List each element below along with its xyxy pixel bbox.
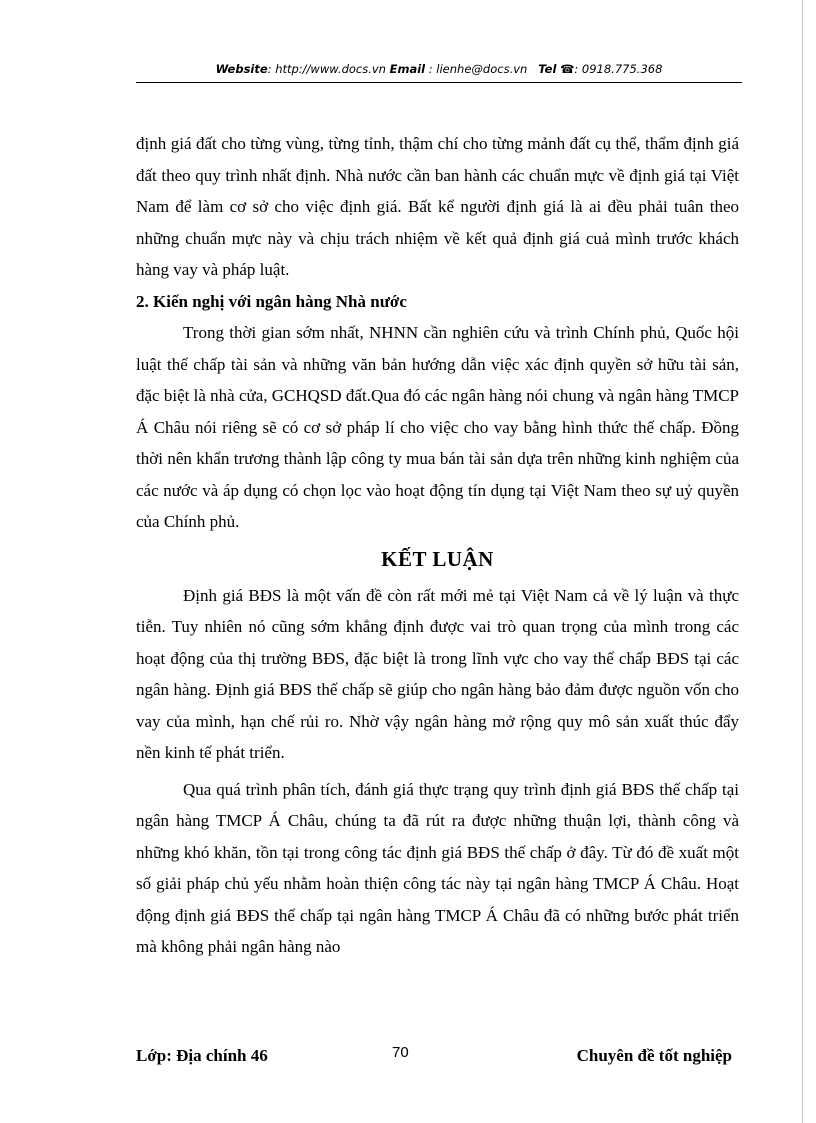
- email-label: Email: [389, 62, 426, 76]
- page-edge-line: [802, 0, 803, 1123]
- paragraph-4: Qua quá trình phân tích, đánh giá thực trạng quy trình định giá BĐS thế chấp tại ngân hàng TMCP Á Châu, chúng ta đã rút ra được những thuận lợi, thành công và những khó khăn, tồn tại trong công tác định giá BĐS thế chấp ở đây. Từ đó đề xuất một số giải pháp chủ yếu nhằm hoàn thiện công tác này tại ngân hàng TMCP Á Châu. Hoạt động định giá BĐS thế chấp tại ngân hàng TMCP Á Châu đã có những bước phát triển mà không phải ngân hàng nào: [136, 779, 739, 956]
- phone-icon: ☎: [560, 62, 575, 76]
- footer-class-label: Lớp: Địa chính 46: [136, 1046, 268, 1065]
- header-divider: [136, 82, 742, 83]
- email-value: : lienhe@docs.vn: [428, 62, 528, 76]
- website-value: : http://www.docs.vn: [267, 62, 386, 76]
- page-number: 70: [392, 1044, 409, 1061]
- footer-thesis-label: Chuyên đề tốt nghiệp: [576, 1046, 732, 1065]
- paragraph-2: Trong thời gian sớm nhất, NHNN cần nghiên cứu và trình Chính phủ, Quốc hội luật thế chấp tài sản và những văn bản hướng dẫn việc xác định quyền sở hữu tài sản, đặc biệt là nhà cửa, GCHQSD đất.Qua đó các ngân hàng nói chung và ngân hàng TMCP Á Châu nói riêng sẽ có cơ sở pháp lí cho việc cho vay bằng hình thức thế chấp. Đồng thời nên khẩn trương thành lập công ty mua bán tài sản dựa trên những kinh nghiệm của các nước và áp dụng có chọn lọc vào hoạt động tín dụng tại Việt Nam theo sự uỷ quyền của Chính phủ.: [136, 323, 739, 531]
- website-label: Website: [215, 62, 268, 76]
- tel-value: : 0918.775.368: [574, 62, 663, 76]
- conclusion-title: KẾT LUẬN: [381, 546, 494, 571]
- page-header: [136, 62, 742, 76]
- tel-label: Tel: [538, 62, 557, 76]
- paragraph-1: định giá đất cho từng vùng, từng tỉnh, thậm chí cho từng mảnh đất cụ thể, thẩm định giá đất theo quy trình nhất định. Nhà nước cần ban hành các chuẩn mực về định giá tại Việt Nam để làm cơ sở cho việc định giá. Bất kể người định giá là ai đều phải tuân theo những chuẩn mực này và chịu trách nhiệm về kết quả định giá cuả mình trước khách hàng vay và pháp luật.: [136, 134, 739, 279]
- section-heading: 2. Kiến nghị với ngân hàng Nhà nước: [136, 291, 407, 311]
- document-body: [136, 128, 739, 963]
- paragraph-3: Định giá BĐS là một vấn đề còn rất mới mẻ tại Việt Nam cả về lý luận và thực tiễn. Tuy nhiên nó cũng sớm khẳng định được vai trò quan trọng của mình trong các hoạt động của thị trường BĐS, đặc biệt là trong lĩnh vực cho vay thế chấp BĐS tại các ngân hàng. Định giá BĐS thế chấp sẽ giúp cho ngân hàng bảo đảm được nguồn vốn cho vay của mình, hạn chế rủi ro. Nhờ vậy ngân hàng mở rộng quy mô sản xuất thúc đẩy nền kinh tế phát triển.: [136, 585, 739, 762]
